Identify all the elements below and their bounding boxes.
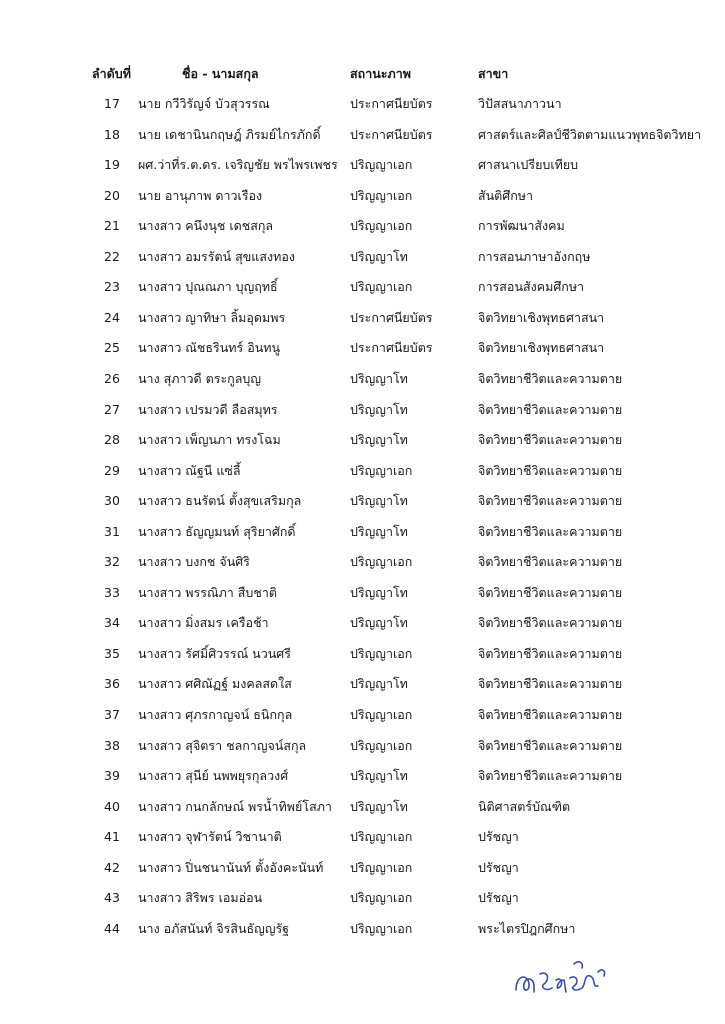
row-branch: จิตวิทยาชีวิตและความตาย [478,707,623,722]
table-row [0,672,725,696]
header-branch: สาขา [478,66,509,81]
row-name: นางสาว ธนรัตน์ ตั้งสุขเสริมกุล [138,493,302,509]
table-row [0,123,725,147]
table-row [0,520,725,544]
table-row [0,642,725,666]
handwritten-signature [512,950,612,1000]
row-name: นางสาว ณัชธรินทร์ อินทนู [138,340,281,356]
row-status: ปริญญาเอก [350,890,413,906]
row-name: นางสาว รัศมิ์ศิวรรณ์ นวนศรี [138,645,291,661]
row-branch: การสอนสังคมศึกษา [478,279,585,295]
row-status: ปริญญาเอก [350,218,413,234]
row-name: นางสาว กนกลักษณ์ พรน้ำทิพย์โสภา [138,798,332,814]
row-number: 37 [104,707,120,722]
row-branch: การพัฒนาสังคม [478,218,565,234]
row-number: 24 [104,309,120,325]
row-status: ปริญญาเอก [350,920,413,936]
table-row [0,795,725,819]
row-name: นางสาว อมรรัตน์ สุขแสงทอง [138,248,295,264]
row-number: 28 [104,432,120,448]
table-row [0,398,725,422]
row-status: ปริญญาโท [350,432,408,448]
row-name: นางสาว จุฬารัตน์ วิชานาติ [138,829,282,845]
row-status: ประกาศนียบัตร [350,309,433,325]
row-branch: จิตวิทยาชีวิตและความตาย [478,432,623,448]
row-branch: จิตวิทยาชีวิตและความตาย [478,676,623,692]
row-status: ปริญญาโท [350,676,408,692]
row-branch: ศาสตร์และศิลป์ชีวิตตามแนวพุทธจิตวิทยา [478,126,702,142]
row-name: ผศ.ว่าที่ร.ต.ดร. เจริญชัย พรไพรเพชร [138,157,338,173]
row-number: 35 [104,645,120,661]
row-number: 41 [104,829,120,845]
row-branch: การสอนภาษาอังกฤษ [478,248,591,264]
row-number: 29 [104,462,120,478]
row-number: 21 [104,218,120,234]
row-number: 44 [104,920,120,936]
row-number: 40 [104,798,120,814]
row-branch: ปรัชญา [478,859,519,875]
table-row [0,581,725,605]
table-row [0,214,725,238]
row-name: นางสาว สิริพร เอมอ่อน [138,890,263,906]
row-number: 43 [104,890,120,906]
row-status: ปริญญาเอก [350,645,413,661]
row-status: ปริญญาโท [350,493,408,509]
table-row [0,184,725,208]
table-row [0,153,725,177]
row-number: 33 [104,584,120,600]
row-name: นางสาว ศุภรกาญจน์ ธนิกกุล [138,707,293,722]
row-branch: ปรัชญา [478,829,519,845]
row-branch: จิตวิทยาชีวิตและความตาย [478,768,623,784]
row-status: ปริญญาโท [350,523,408,539]
row-number: 27 [104,401,120,417]
table-row [0,734,725,758]
table-row [0,825,725,849]
table-row [0,489,725,513]
row-branch: จิตวิทยาชีวิตและความตาย [478,584,623,600]
table-row [0,856,725,880]
table-header [0,62,725,86]
row-name: นางสาว ณัฐนี แซ่ลี้ [138,462,241,478]
row-branch: จิตวิทยาชีวิตและความตาย [478,645,623,661]
row-status: ปริญญาเอก [350,707,413,722]
table-row [0,917,725,941]
row-name: นางสาว เปรมวดี ลือสมุทร [138,401,278,417]
row-status: ปริญญาเอก [350,187,413,203]
row-name: นางสาว มิ่งสมร เครือช้า [138,615,269,631]
row-status: ปริญญาโท [350,615,408,631]
table-row [0,886,725,910]
row-branch: จิตวิทยาชีวิตและความตาย [478,737,623,753]
row-name: นางสาว เพ็ญนภา ทรงโฉม [138,432,281,448]
row-name: นางสาว ธัญญมนท์ สุริยาศักดิ์ [138,523,296,539]
row-number: 23 [104,279,120,295]
row-branch: จิตวิทยาชีวิตและความตาย [478,554,623,570]
row-branch: จิตวิทยาชีวิตและความตาย [478,370,623,386]
row-name: นางสาว ปิ่นชนานันท์ ตั้งอังคะนันท์ [138,859,324,875]
row-number: 38 [104,737,120,753]
table-row [0,611,725,635]
header-name: ชื่อ - นามสกุล [182,66,259,81]
row-branch: จิตวิทยาเชิงพุทธศาสนา [478,340,605,356]
row-branch: จิตวิทยาชีวิตและความตาย [478,401,623,417]
row-number: 42 [104,859,120,875]
row-status: ปริญญาเอก [350,462,413,478]
row-status: ปริญญาโท [350,248,408,264]
row-name: นาย กวีวิรัญจ์ บัวสุวรรณ [138,96,270,111]
table-row [0,92,725,116]
row-name: นาย เดชานินกฤษฎ์ ภิรมย์ไกรภักดิ์ [138,126,321,142]
row-branch: จิตวิทยาเชิงพุทธศาสนา [478,309,605,325]
row-branch: พระไตรปิฎกศึกษา [478,920,576,936]
table-row [0,336,725,360]
row-number: 26 [104,370,120,386]
table-row [0,367,725,391]
row-status: ประกาศนียบัตร [350,96,433,111]
row-status: ปริญญาโท [350,401,408,417]
table-row [0,275,725,299]
row-name: นางสาว ปุณณภา บุญฤทธิ์ [138,279,278,295]
row-status: ปริญญาโท [350,370,408,386]
table-row [0,428,725,452]
row-status: ประกาศนียบัตร [350,340,433,356]
row-number: 19 [104,157,120,173]
row-number: 25 [104,340,120,356]
row-branch: ปรัชญา [478,890,519,906]
row-number: 18 [104,126,120,142]
row-status: ปริญญาเอก [350,157,413,173]
row-name: นางสาว พรรณิภา สืบชาติ [138,584,277,600]
header-status: สถานะภาพ [350,66,411,81]
table-row [0,306,725,330]
row-branch: จิตวิทยาชีวิตและความตาย [478,493,623,509]
row-name: นางสาว สุจิตรา ชลกาญจน์สกุล [138,737,307,753]
row-number: 32 [104,554,120,570]
table-row [0,703,725,727]
row-branch: จิตวิทยาชีวิตและความตาย [478,462,623,478]
row-branch: จิตวิทยาชีวิตและความตาย [478,523,623,539]
row-name: นาง สุภาวดี ตระกูลบุญ [138,370,261,386]
row-name: นางสาว สุนีย์ นพพยุรกุลวงศ์ [138,768,289,784]
row-name: นางสาว บงกช จันศิริ [138,554,250,570]
row-number: 31 [104,523,120,539]
row-name: นาย อานุภาพ ดาวเรือง [138,187,263,203]
row-status: ประกาศนียบัตร [350,126,433,142]
row-number: 17 [104,96,120,111]
row-number: 22 [104,248,120,264]
row-number: 39 [104,768,120,784]
row-status: ปริญญาโท [350,584,408,600]
row-name: นางสาว คนึงนุช เดชสกุล [138,218,274,234]
row-number: 30 [104,493,120,509]
row-status: ปริญญาเอก [350,737,413,753]
row-number: 36 [104,676,120,692]
table-row [0,459,725,483]
row-status: ปริญญาเอก [350,829,413,845]
row-number: 20 [104,187,120,203]
row-name: นาง อภัสนันท์ จิรสินธัญญรัฐ [138,920,290,936]
row-branch: สันติศึกษา [478,187,534,203]
row-status: ปริญญาโท [350,768,408,784]
row-number: 34 [104,615,120,631]
table-row [0,245,725,269]
row-status: ปริญญาเอก [350,279,413,295]
table-row [0,550,725,574]
row-status: ปริญญาเอก [350,859,413,875]
row-name: นางสาว ศศิณัฏฐ์ มงคลสดใส [138,676,292,692]
row-status: ปริญญาเอก [350,554,413,570]
row-status: ปริญญาโท [350,798,408,814]
table-row [0,764,725,788]
row-name: นางสาว ญาทิษา ลิ้มอุดมพร [138,309,286,325]
row-branch: วิปัสสนาภาวนา [478,96,562,111]
header-no: ลำดับที่ [92,66,131,81]
row-branch: จิตวิทยาชีวิตและความตาย [478,615,623,631]
row-branch: ศาสนาเปรียบเทียบ [478,157,579,173]
row-branch: นิติศาสตร์บัณฑิต [478,798,571,814]
